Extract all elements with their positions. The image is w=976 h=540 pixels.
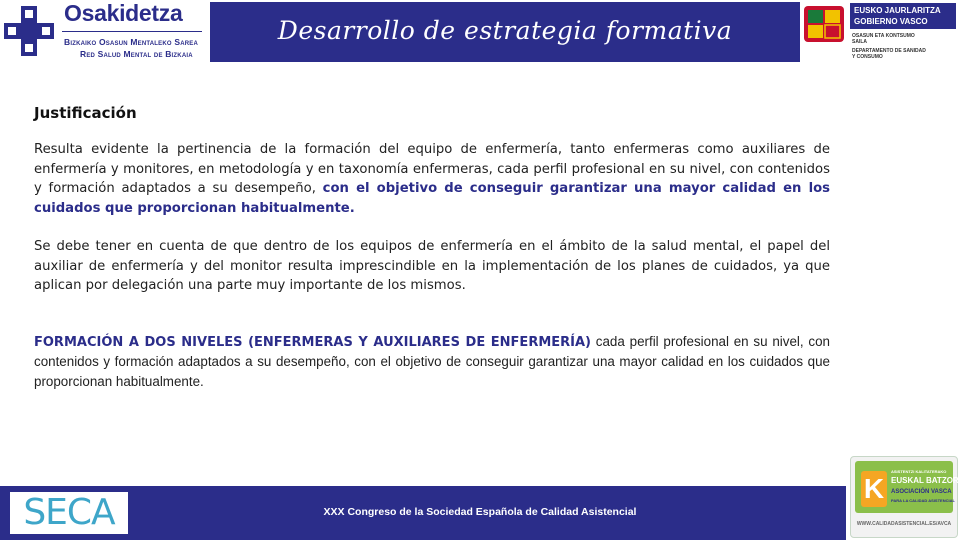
avca-k-mark: K	[861, 471, 887, 507]
page-title: Desarrollo de estrategia formativa	[277, 16, 733, 45]
seca-logo	[10, 492, 128, 534]
gv-dept-4: Y CONSUMO	[852, 54, 883, 60]
gv-dept-3: DEPARTAMENTO DE SANIDAD	[852, 48, 926, 54]
osakidetza-subtitle-1: Bizkaiko Osasun Mentaleko Sarea	[64, 37, 199, 47]
osakidetza-name: Osakidetza	[64, 0, 183, 26]
gobierno-vasco-logo	[800, 0, 960, 70]
title-bar	[210, 2, 800, 62]
osakidetza-cross-icon	[4, 6, 54, 56]
paragraph-justification	[34, 140, 830, 218]
avca-line-4: PARA LA CALIDAD ASISTENCIAL	[891, 498, 955, 503]
avca-line-2: EUSKAL BATZORDEA	[891, 476, 976, 485]
paragraph-1-text: Resulta evidente la pertinencia de la formación del equipo de enfermería, tanto enfermeras como auxiliares de enfermería y monitores, en metodología y en taxonomía enfermeras, cada perfil profesional en su nivel, con contenidos y formación adaptados a su desempeño,	[34, 142, 830, 196]
osakidetza-subtitle-2: Red Salud Mental de Bizkaia	[80, 49, 193, 59]
gv-line-2: GOBIERNO VASCO	[854, 17, 928, 26]
gv-line-1: EUSKO JAURLARITZA	[854, 6, 941, 15]
paragraph-1-highlight: con el objetivo de conseguir garantizar una mayor calidad en los cuidados que proporcionan habitualmente.	[34, 181, 830, 216]
coat-of-arms-icon	[802, 4, 846, 44]
footer-bar	[0, 486, 846, 540]
gobierno-vasco-label	[850, 3, 956, 29]
avca-line-1: ASISTENTZI KALITATERAKO	[891, 469, 947, 474]
paragraph-3-text: cada perfil profesional en su nivel, con contenidos y formación adaptados a su desempeño, con el objetivo de conseguir garantizar una mayor calidad en los cuidados que proporcionan habitualmente.	[34, 333, 830, 389]
header	[0, 0, 960, 62]
paragraph-3-lead: FORMACIÓN A DOS NIVELES (ENFERMERAS Y AUXILIARES DE ENFERMERÍA)	[34, 334, 591, 350]
avca-logo	[850, 456, 976, 538]
slide-content	[34, 104, 830, 391]
paragraph-two-levels	[34, 332, 830, 392]
congress-name: XXX Congreso de la Sociedad Española de Calidad Asistencial	[323, 506, 637, 518]
section-heading: Justificación	[34, 104, 137, 122]
paragraph-role-auxiliar: Se debe tener en cuenta de que dentro de los equipos de enfermería en el ámbito de la salud mental, el papel del auxiliar de enfermería y del monitor resulta imprescindible en la implementación de los planes de cuidados, ya que aplican por delegación una parte muy importante de los mismos.	[34, 239, 830, 293]
seca-logo-text: SECA	[23, 492, 115, 533]
osakidetza-divider	[62, 31, 202, 32]
avca-badge	[855, 461, 976, 513]
gv-dept-1: OSASUN ETA KONTSUMO	[852, 33, 915, 39]
avca-line-3: ASOCIACIÓN VASCA	[891, 489, 952, 495]
osakidetza-logo	[0, 0, 208, 62]
avca-url: WWW.CALIDADASISTENCIAL.ES/AVCA	[856, 521, 952, 527]
gv-dept-2: SAILA	[852, 39, 867, 45]
